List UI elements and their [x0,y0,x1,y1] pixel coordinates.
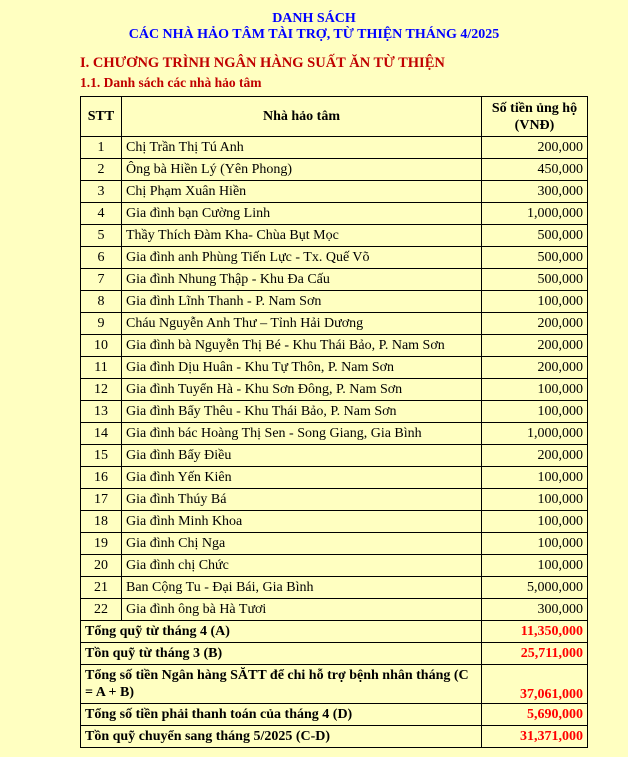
row-stt: 10 [81,335,122,357]
row-donor-name: Gia đình bạn Cường Linh [122,203,482,225]
table-row [81,225,588,247]
summary-amount: 37,061,000 [482,665,588,704]
summary-label: Tồn quỹ từ tháng 3 (B) [81,643,482,665]
row-donor-name: Gia đình Tuyển Hà - Khu Sơn Đông, P. Nam Sơn [122,379,482,401]
table-row [81,467,588,489]
summary-row [81,704,588,726]
summary-row [81,726,588,748]
row-donor-name: Gia đình ông bà Hà Tươi [122,599,482,621]
row-amount: 300,000 [482,599,588,621]
row-donor-name: Gia đình anh Phùng Tiến Lực - Tx. Quế Võ [122,247,482,269]
row-amount: 100,000 [482,555,588,577]
row-amount: 100,000 [482,533,588,555]
table-row [81,577,588,599]
row-stt: 16 [81,467,122,489]
summary-label: Tổng quỹ từ tháng 4 (A) [81,621,482,643]
row-donor-name: Gia đình Lĩnh Thanh - P. Nam Sơn [122,291,482,313]
row-stt: 5 [81,225,122,247]
row-amount: 100,000 [482,379,588,401]
row-donor-name: Gia đình bà Nguyễn Thị Bé - Khu Thái Bảo, P. Nam Sơn [122,335,482,357]
row-stt: 20 [81,555,122,577]
header-amount-line2: (VNĐ) [514,117,555,133]
summary-row [81,621,588,643]
row-amount: 1,000,000 [482,203,588,225]
table-row [81,533,588,555]
row-donor-name: Chị Trần Thị Tú Anh [122,137,482,159]
row-amount: 5,000,000 [482,577,588,599]
subsection-heading: 1.1. Danh sách các nhà hảo tâm [80,75,262,90]
row-stt: 13 [81,401,122,423]
summary-label: Tồn quỹ chuyển sang tháng 5/2025 (C-D) [81,726,482,748]
table-row [81,291,588,313]
row-donor-name: Gia đình chị Chức [122,555,482,577]
summary-row [81,665,588,704]
row-amount: 100,000 [482,401,588,423]
table-row [81,137,588,159]
table-row [81,247,588,269]
document-subtitle: CÁC NHÀ HẢO TÂM TÀI TRỢ, TỪ THIỆN THÁNG 4/2025 [128,27,500,42]
row-amount: 300,000 [482,181,588,203]
row-stt: 1 [81,137,122,159]
row-donor-name: Gia đình Thúy Bá [122,489,482,511]
row-amount: 1,000,000 [482,423,588,445]
table-header-row [81,97,588,137]
row-amount: 200,000 [482,313,588,335]
row-stt: 17 [81,489,122,511]
header-stt: STT [81,97,122,137]
row-donor-name: Chị Phạm Xuân Hiền [122,181,482,203]
table-row [81,511,588,533]
row-stt: 8 [81,291,122,313]
row-donor-name: Gia đình Minh Khoa [122,511,482,533]
row-stt: 19 [81,533,122,555]
table-row [81,423,588,445]
table-row [81,269,588,291]
header-amount [482,97,588,137]
summary-amount: 31,371,000 [482,726,588,748]
row-stt: 21 [81,577,122,599]
donor-table [80,96,588,748]
row-amount: 200,000 [482,357,588,379]
row-amount: 100,000 [482,489,588,511]
row-amount: 200,000 [482,137,588,159]
row-amount: 450,000 [482,159,588,181]
table-row [81,489,588,511]
summary-label: Tổng số tiền Ngân hàng SĂTT để chi hỗ trợ bệnh nhân tháng (C = A + B) [81,665,482,704]
table-row [81,335,588,357]
table-row [81,445,588,467]
row-stt: 4 [81,203,122,225]
row-amount: 500,000 [482,247,588,269]
table-row [81,379,588,401]
row-donor-name: Gia đình bác Hoàng Thị Sen - Song Giang, Gia Bình [122,423,482,445]
row-donor-name: Ban Cộng Tu - Đại Bái, Gia Bình [122,577,482,599]
summary-label: Tổng số tiền phải thanh toán của tháng 4 (D) [81,704,482,726]
row-donor-name: Cháu Nguyễn Anh Thư – Tỉnh Hải Dương [122,313,482,335]
header-donor: Nhà hảo tâm [122,97,482,137]
row-donor-name: Ông bà Hiền Lý (Yên Phong) [122,159,482,181]
row-amount: 200,000 [482,335,588,357]
row-donor-name: Gia đình Dịu Huân - Khu Tự Thôn, P. Nam Sơn [122,357,482,379]
row-stt: 15 [81,445,122,467]
table-row [81,203,588,225]
table-row [81,357,588,379]
row-stt: 22 [81,599,122,621]
row-amount: 100,000 [482,511,588,533]
row-stt: 11 [81,357,122,379]
row-stt: 12 [81,379,122,401]
row-donor-name: Gia đình Chị Nga [122,533,482,555]
summary-row [81,643,588,665]
summary-amount: 25,711,000 [482,643,588,665]
table-row [81,159,588,181]
table-row [81,181,588,203]
row-stt: 6 [81,247,122,269]
section-heading: I. CHƯƠNG TRÌNH NGÂN HÀNG SUẤT ĂN TỪ THIỆN [80,55,445,71]
row-stt: 3 [81,181,122,203]
row-donor-name: Thầy Thích Đàm Kha- Chùa Bụt Mọc [122,225,482,247]
row-donor-name: Gia đình Bẩy Điều [122,445,482,467]
row-stt: 9 [81,313,122,335]
row-donor-name: Gia đình Nhung Thập - Khu Đa Cấu [122,269,482,291]
summary-amount: 11,350,000 [482,621,588,643]
row-stt: 18 [81,511,122,533]
table-row [81,313,588,335]
document-title: DANH SÁCH [272,11,356,26]
table-row [81,401,588,423]
table-row [81,555,588,577]
row-stt: 2 [81,159,122,181]
row-amount: 100,000 [482,467,588,489]
table-row [81,599,588,621]
row-donor-name: Gia đình Yến Kiên [122,467,482,489]
row-amount: 500,000 [482,269,588,291]
row-amount: 500,000 [482,225,588,247]
row-donor-name: Gia đình Bẩy Thêu - Khu Thái Bảo, P. Nam Sơn [122,401,482,423]
row-amount: 100,000 [482,291,588,313]
header-amount-line1: Số tiền ủng hộ [491,100,578,116]
row-amount: 200,000 [482,445,588,467]
summary-amount: 5,690,000 [482,704,588,726]
row-stt: 14 [81,423,122,445]
row-stt: 7 [81,269,122,291]
